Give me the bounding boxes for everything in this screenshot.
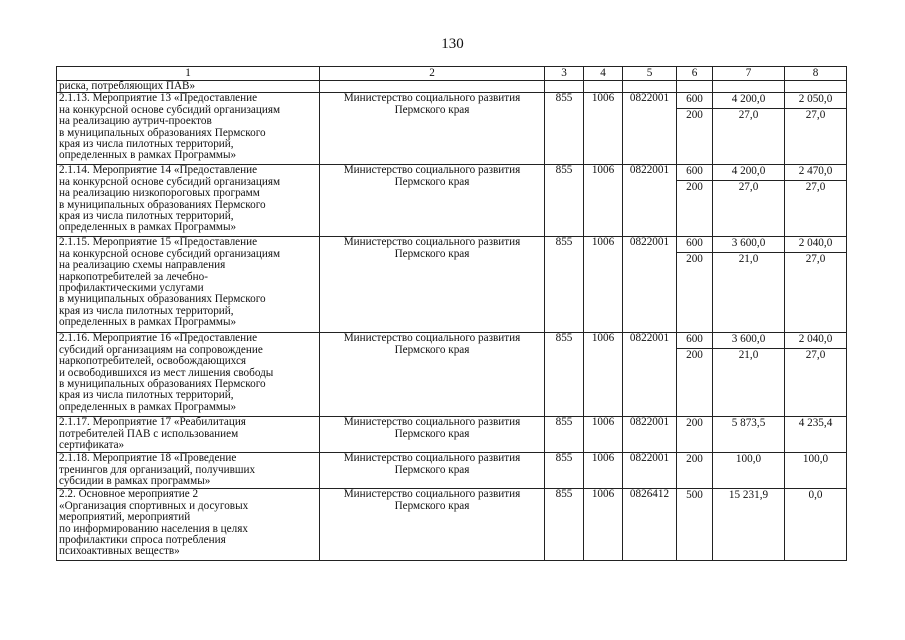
amount-value-2: 0,0 bbox=[808, 489, 823, 502]
activity-name-line: на реализацию низкопороговых программ bbox=[59, 187, 260, 200]
activity-name-line: 2.1.18. Мероприятие 18 «Проведение bbox=[59, 452, 237, 465]
column-header-8: 8 bbox=[785, 67, 847, 81]
section-code: 1006 bbox=[584, 165, 623, 237]
activity-name-line: края из числа пилотных территорий, bbox=[59, 389, 234, 402]
expense-type-code-cell bbox=[677, 489, 713, 561]
activity-name-line: мероприятий, мероприятий bbox=[59, 511, 191, 524]
activity-name bbox=[57, 93, 320, 165]
amount-value: 5 873,5 bbox=[731, 417, 766, 430]
activity-name bbox=[57, 333, 320, 417]
section-code: 1006 bbox=[584, 93, 623, 165]
activity-name-line: 2.1.16. Мероприятие 16 «Предоставление bbox=[59, 332, 258, 345]
expense-type-code: 200 bbox=[677, 348, 712, 364]
amount-value: 3 600,0 bbox=[731, 333, 766, 346]
amount-value-2-cell bbox=[785, 165, 847, 237]
amount-value-2: 27,0 bbox=[785, 180, 846, 196]
activity-name-line: 2.1.14. Мероприятие 14 «Предоставление bbox=[59, 164, 258, 177]
department-code: 855 bbox=[545, 165, 584, 237]
expense-type-code: 200 bbox=[677, 108, 712, 124]
activity-name-line: в муниципальных образованиях Пермского bbox=[59, 198, 266, 211]
expense-type-code: 200 bbox=[686, 453, 703, 466]
target-article-code: 0822001 bbox=[623, 93, 677, 165]
table-row bbox=[57, 333, 847, 417]
column-header-4: 4 bbox=[584, 67, 623, 81]
expense-type-code: 200 bbox=[677, 180, 712, 196]
activity-name-line: на конкурсной основе субсидий организациям bbox=[59, 247, 281, 260]
table-row bbox=[57, 417, 847, 453]
table-body bbox=[57, 67, 847, 561]
executor: Министерство социального развития Пермского края bbox=[320, 333, 545, 417]
target-article-code: 0822001 bbox=[623, 333, 677, 417]
target-article-code: 0822001 bbox=[623, 453, 677, 489]
activity-name-line: потребителей ПАВ с использованием bbox=[59, 427, 239, 440]
section-code: 1006 bbox=[584, 333, 623, 417]
department-code: 855 bbox=[545, 93, 584, 165]
expense-type-code: 600 bbox=[686, 165, 703, 178]
budget-table bbox=[56, 66, 847, 561]
expense-type-code: 500 bbox=[686, 489, 703, 502]
activity-name bbox=[57, 489, 320, 561]
department-code: 855 bbox=[545, 489, 584, 561]
activity-name-line: на реализацию аутрич-проектов bbox=[59, 115, 212, 128]
activity-name bbox=[57, 237, 320, 333]
expense-type-code: 200 bbox=[686, 417, 703, 430]
activity-name-line: края из числа пилотных территорий, bbox=[59, 210, 234, 223]
amount-value-2: 27,0 bbox=[785, 252, 846, 268]
activity-name-line: профилактическими услугами bbox=[59, 282, 204, 295]
amount-value: 27,0 bbox=[713, 108, 784, 124]
target-article-code: 0826412 bbox=[623, 489, 677, 561]
column-header-6: 6 bbox=[677, 67, 713, 81]
amount-value-cell bbox=[713, 489, 785, 561]
column-header-5: 5 bbox=[623, 67, 677, 81]
activity-name-line: определенных в рамках Программы» bbox=[59, 316, 237, 329]
expense-type-code-cell bbox=[677, 417, 713, 453]
amount-value-cell bbox=[713, 333, 785, 417]
amount-value: 15 231,9 bbox=[728, 489, 769, 502]
amount-value-cell bbox=[713, 93, 785, 165]
activity-name-line: психоактивных веществ» bbox=[59, 545, 180, 558]
amount-value: 27,0 bbox=[713, 180, 784, 196]
activity-name-line: на конкурсной основе субсидий организациям bbox=[59, 103, 281, 116]
amount-value: 4 200,0 bbox=[731, 165, 766, 178]
table-row bbox=[57, 93, 847, 165]
activity-name-line: 2.1.17. Мероприятие 17 «Реабилитация bbox=[59, 416, 246, 429]
section-code: 1006 bbox=[584, 417, 623, 453]
amount-value-2-cell bbox=[785, 93, 847, 165]
activity-name-line: сертификата» bbox=[59, 439, 125, 452]
expense-type-code-cell bbox=[677, 237, 713, 333]
expense-type-code: 600 bbox=[686, 237, 703, 250]
amount-value-2: 2 040,0 bbox=[798, 333, 833, 346]
department-code: 855 bbox=[545, 333, 584, 417]
activity-name-line: субсидий организациям на сопровождение bbox=[59, 343, 263, 356]
activity-name-line: и освободившихся из мест лишения свободы bbox=[59, 366, 274, 379]
executor: Министерство социального развития Пермского края bbox=[320, 417, 545, 453]
activity-name-line: определенных в рамках Программы» bbox=[59, 221, 237, 234]
activity-name bbox=[57, 165, 320, 237]
executor: Министерство социального развития Пермского края bbox=[320, 237, 545, 333]
executor: Министерство социального развития Пермского края bbox=[320, 453, 545, 489]
activity-name-line: наркопотребителей за лечебно- bbox=[59, 270, 208, 283]
amount-value: 3 600,0 bbox=[731, 237, 766, 250]
activity-name-line: в муниципальных образованиях Пермского bbox=[59, 126, 266, 139]
activity-name-line: 2.1.15. Мероприятие 15 «Предоставление bbox=[59, 236, 258, 249]
amount-value: 21,0 bbox=[713, 348, 784, 364]
amount-value-2: 100,0 bbox=[802, 453, 829, 466]
amount-value: 4 200,0 bbox=[731, 93, 766, 106]
amount-value-cell bbox=[713, 417, 785, 453]
activity-name-line: профилактики спроса потребления bbox=[59, 534, 226, 547]
amount-value-2-cell bbox=[785, 417, 847, 453]
table-row bbox=[57, 489, 847, 561]
amount-value: 100,0 bbox=[735, 453, 762, 466]
activity-name-line: на конкурсной основе субсидий организациям bbox=[59, 175, 281, 188]
department-code: 855 bbox=[545, 417, 584, 453]
target-article-code: 0822001 bbox=[623, 417, 677, 453]
department-code: 855 bbox=[545, 453, 584, 489]
executor: Министерство социального развития Пермского края bbox=[320, 93, 545, 165]
department-code: 855 bbox=[545, 237, 584, 333]
amount-value-2-cell bbox=[785, 453, 847, 489]
column-header-3: 3 bbox=[545, 67, 584, 81]
continuation-text: риска, потребляющих ПАВ» bbox=[57, 81, 320, 93]
amount-value-cell bbox=[713, 165, 785, 237]
activity-name-line: определенных в рамках Программы» bbox=[59, 400, 237, 413]
table-row bbox=[57, 453, 847, 489]
section-code: 1006 bbox=[584, 489, 623, 561]
amount-value-2: 27,0 bbox=[785, 348, 846, 364]
executor: Министерство социального развития Пермского края bbox=[320, 489, 545, 561]
activity-name-line: 2.1.13. Мероприятие 13 «Предоставление bbox=[59, 92, 258, 105]
column-header-2: 2 bbox=[320, 67, 545, 81]
expense-type-code-cell bbox=[677, 453, 713, 489]
expense-type-code: 600 bbox=[686, 93, 703, 106]
activity-name-line: края из числа пилотных территорий, bbox=[59, 138, 234, 151]
table-row bbox=[57, 237, 847, 333]
section-code: 1006 bbox=[584, 453, 623, 489]
amount-value-cell bbox=[713, 453, 785, 489]
activity-name-line: «Организация спортивных и досуговых bbox=[59, 499, 249, 512]
expense-type-code: 600 bbox=[686, 333, 703, 346]
amount-value-2: 2 470,0 bbox=[798, 165, 833, 178]
activity-name-line: определенных в рамках Программы» bbox=[59, 149, 237, 162]
target-article-code: 0822001 bbox=[623, 165, 677, 237]
amount-value-2: 2 050,0 bbox=[798, 93, 833, 106]
amount-value-2-cell bbox=[785, 237, 847, 333]
expense-type-code-cell bbox=[677, 165, 713, 237]
activity-name-line: наркопотребителей, освобождающихся bbox=[59, 355, 247, 368]
column-number-row bbox=[57, 67, 847, 81]
page-number: 130 bbox=[441, 36, 464, 52]
expense-type-code-cell bbox=[677, 333, 713, 417]
continuation-row bbox=[57, 81, 847, 93]
activity-name-line: в муниципальных образованиях Пермского bbox=[59, 378, 266, 391]
amount-value-2: 2 040,0 bbox=[798, 237, 833, 250]
amount-value: 21,0 bbox=[713, 252, 784, 268]
expense-type-code: 200 bbox=[677, 252, 712, 268]
table-row bbox=[57, 165, 847, 237]
amount-value-2: 4 235,4 bbox=[798, 417, 833, 430]
activity-name bbox=[57, 417, 320, 453]
section-code: 1006 bbox=[584, 237, 623, 333]
amount-value-2: 27,0 bbox=[785, 108, 846, 124]
column-header-1: 1 bbox=[57, 67, 320, 81]
target-article-code: 0822001 bbox=[623, 237, 677, 333]
amount-value-cell bbox=[713, 237, 785, 333]
activity-name-line: 2.2. Основное мероприятие 2 bbox=[59, 488, 199, 501]
activity-name-line: на реализацию схемы направления bbox=[59, 259, 226, 272]
activity-name-line: края из числа пилотных территорий, bbox=[59, 304, 234, 317]
amount-value-2-cell bbox=[785, 489, 847, 561]
amount-value-2-cell bbox=[785, 333, 847, 417]
executor: Министерство социального развития Пермского края bbox=[320, 165, 545, 237]
activity-name-line: тренингов для организаций, получивших bbox=[59, 463, 256, 476]
activity-name bbox=[57, 453, 320, 489]
activity-name-line: субсидии в рамках программы» bbox=[59, 475, 211, 488]
expense-type-code-cell bbox=[677, 93, 713, 165]
activity-name-line: в муниципальных образованиях Пермского bbox=[59, 293, 266, 306]
activity-name-line: по информированию населения в целях bbox=[59, 522, 248, 535]
column-header-7: 7 bbox=[713, 67, 785, 81]
